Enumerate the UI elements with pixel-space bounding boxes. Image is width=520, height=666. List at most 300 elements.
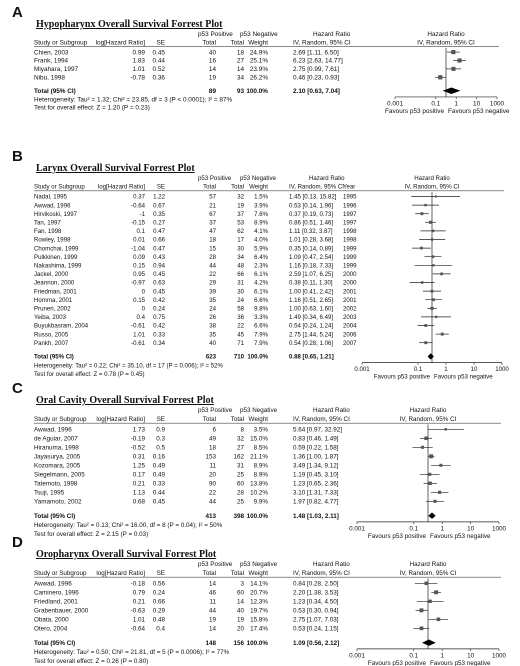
x-tick-label: 0.1 — [409, 525, 419, 533]
row-year: 1996 — [343, 202, 357, 210]
row-weight: 21.1% — [250, 453, 268, 461]
header-hazard-ratio-plot: Hazard Ratio — [427, 31, 465, 38]
header-method: IV, Random, 95% CI — [293, 39, 351, 47]
x-tick-label: 10 — [473, 100, 481, 108]
header-study: Study or Subgroup — [34, 416, 87, 423]
row-se: 1.22 — [153, 193, 165, 201]
row-log-hr: -0.15 — [131, 219, 145, 227]
x-tick-label: 0.001 — [349, 652, 365, 660]
header-log-hr: log[Hazard Ratio] — [97, 183, 145, 191]
row-ci: 1.00 [0.63, 1.60] — [289, 305, 334, 313]
row-total-negative: 71 — [237, 339, 244, 347]
forest-plot-c — [0, 380, 520, 540]
favours-left-label: Favours p53 positive — [385, 107, 444, 115]
header-hazard-ratio: Hazard Ratio — [313, 407, 350, 414]
row-study: Rowley, 1998 — [34, 236, 71, 244]
row-ci: 0.54 [0.28, 1.06] — [289, 339, 334, 347]
pooled-diamond — [428, 513, 435, 519]
x-tick-label: 10 — [470, 366, 478, 374]
row-weight: 10.2% — [250, 489, 268, 497]
row-se: 0.36 — [152, 74, 165, 82]
x-tick-label: 10 — [467, 525, 475, 533]
row-se: 0.27 — [153, 219, 165, 227]
header-total-negative: Total — [230, 416, 244, 423]
row-year: 2002 — [343, 305, 357, 313]
row-year: 1998 — [343, 228, 357, 236]
row-se: 0.75 — [153, 314, 165, 322]
row-se: 0.24 — [153, 305, 165, 313]
row-ci: 0.53 [0.24, 1.15] — [293, 625, 339, 633]
row-total-negative: 27 — [236, 57, 244, 65]
header-total-negative: Total — [230, 39, 244, 47]
row-se: 0.45 — [153, 288, 165, 296]
row-weight: 6.6% — [254, 296, 268, 304]
row-study: Tatemoto, 1998 — [34, 480, 78, 488]
study-marker — [424, 341, 427, 344]
row-total-positive: 44 — [209, 262, 216, 270]
total-negative: 156 — [233, 639, 244, 647]
row-weight: 8.9% — [253, 471, 268, 479]
total-label: Total (95% CI) — [34, 512, 76, 520]
row-study: Friedman, 2001 — [34, 288, 77, 296]
row-total-negative: 8 — [240, 426, 244, 434]
row-se: 0.52 — [152, 66, 165, 74]
row-log-hr: 1.13 — [132, 489, 145, 497]
row-ci: 0.53 [0.30, 0.94] — [293, 607, 339, 615]
header-log-hr: log[Hazard Ratio] — [96, 416, 145, 423]
header-hazard-ratio: Hazard Ratio — [313, 31, 351, 38]
row-total-positive: 46 — [208, 589, 216, 597]
row-se: 0.49 — [152, 462, 165, 470]
row-ci: 1.09 [0.47, 2.54] — [289, 253, 334, 261]
total-label: Total (95% CI) — [34, 353, 74, 361]
row-log-hr: -0.78 — [130, 74, 145, 82]
row-total-positive: 11 — [209, 598, 216, 606]
row-se: 0.4 — [156, 625, 165, 633]
total-positive: 413 — [205, 512, 216, 520]
study-marker — [428, 473, 431, 476]
study-marker — [421, 446, 424, 449]
forest-plot-a — [0, 4, 520, 154]
row-total-negative: 32 — [237, 193, 244, 201]
header-p53-negative: p53 Negative — [240, 407, 278, 414]
favours-right-label: Favours p53 negative — [448, 107, 510, 115]
row-total-negative: 58 — [237, 305, 244, 313]
row-total-positive: 38 — [209, 322, 216, 330]
row-weight: 26.2% — [249, 74, 268, 82]
row-study: Nibu, 1998 — [34, 74, 65, 82]
row-ci: 1.16 [0.51, 2.65] — [289, 296, 334, 304]
study-marker — [437, 618, 441, 622]
panel-label: C — [12, 380, 23, 397]
row-weight: 7.9% — [254, 331, 268, 339]
row-ci: 2.59 [1.07, 6.25] — [289, 271, 334, 279]
row-study: Fan, 1998 — [34, 228, 62, 236]
header-weight: Weight — [248, 416, 268, 423]
row-se: 0.63 — [153, 279, 165, 287]
row-weight: 6.1% — [254, 288, 268, 296]
row-total-positive: 44 — [208, 607, 216, 615]
row-total-positive: 47 — [209, 228, 216, 236]
row-log-hr: 0.99 — [132, 49, 145, 57]
row-weight: 5.9% — [254, 245, 268, 253]
favours-left-label: Favours p53 positive — [373, 373, 430, 381]
total-positive: 148 — [205, 639, 216, 647]
study-marker — [420, 626, 424, 630]
header-total-positive: Total — [202, 39, 216, 47]
panel-title: Larynx Overall Survival Forrest Plot — [36, 163, 195, 174]
row-se: 0.45 — [153, 271, 165, 279]
row-year: 1997 — [343, 210, 357, 218]
header-se: SE — [156, 570, 165, 577]
header-study: Study or Subgroup — [34, 39, 88, 47]
study-marker — [420, 608, 424, 612]
header-total-positive: Total — [203, 183, 216, 191]
row-total-negative: 30 — [237, 245, 244, 253]
row-study: Hirvikoski, 1997 — [34, 210, 78, 218]
row-year: 2003 — [343, 314, 357, 322]
row-weight: 8.9% — [254, 219, 268, 227]
row-total-positive: 16 — [208, 57, 216, 65]
header-p53-positive: p53 Positive — [198, 407, 233, 414]
overall-effect-text: Test for overall effect: Z = 2.15 (P = 0.03) — [34, 530, 149, 538]
row-study: Chien, 2003 — [34, 49, 69, 57]
overall-effect-text: Test for overall effect: Z = 1.20 (P = 0.23) — [34, 104, 150, 112]
study-marker — [439, 464, 442, 467]
x-tick-label: 1 — [440, 525, 444, 533]
row-study: Tsuji, 1995 — [34, 489, 65, 497]
row-weight: 23.9% — [249, 66, 268, 74]
row-se: 0.94 — [153, 262, 165, 270]
row-ci: 0.84 [0.28, 2.50] — [293, 580, 339, 588]
header-se: SE — [156, 416, 165, 423]
row-year: 1999 — [343, 262, 357, 270]
study-marker — [440, 273, 443, 276]
row-ci: 0.46 [0.23, 0.93] — [293, 74, 340, 82]
heterogeneity-text: Heterogeneity: Tau² = 1.32; Chi² = 23.85, df = 3 (P < 0.0001); I² = 87% — [34, 96, 233, 104]
row-study: Russo, 2005 — [34, 331, 69, 339]
header-p53-positive: p53 Positive — [198, 561, 233, 568]
total-label: Total (95% CI) — [34, 639, 76, 647]
x-tick-label: 0.001 — [387, 100, 403, 108]
row-total-positive: 14 — [208, 66, 216, 74]
row-total-negative: 14 — [236, 66, 244, 74]
row-weight: 3.5% — [253, 426, 268, 434]
row-log-hr: -0.61 — [131, 339, 145, 347]
total-positive: 89 — [208, 87, 216, 95]
row-total-positive: 21 — [209, 202, 216, 210]
panel-title: Oral Cavity Overall Survival Forrest Plot — [36, 395, 214, 406]
row-weight: 3.3% — [254, 314, 268, 322]
row-se: 0.29 — [152, 607, 165, 615]
study-marker — [434, 590, 438, 594]
row-se: 0.67 — [153, 202, 165, 210]
x-tick-label: 1 — [454, 100, 458, 108]
row-log-hr: 0.15 — [133, 262, 145, 270]
row-ci: 0.86 [0.51, 1.46] — [289, 219, 334, 227]
study-marker — [451, 50, 455, 54]
row-total-positive: 18 — [209, 236, 216, 244]
row-total-positive: 20 — [208, 471, 216, 479]
header-weight: Weight — [248, 39, 268, 47]
row-total-positive: 11 — [209, 462, 216, 470]
row-log-hr: 1.01 — [132, 616, 145, 624]
row-total-positive: 35 — [209, 296, 216, 304]
study-marker — [433, 500, 436, 503]
row-total-positive: 14 — [208, 625, 216, 633]
row-total-positive: 22 — [208, 489, 216, 497]
row-se: 0.44 — [152, 57, 165, 65]
row-total-positive: 44 — [208, 498, 216, 506]
row-study: Pulkkinen, 1999 — [34, 253, 78, 261]
row-total-negative: 37 — [237, 210, 244, 218]
row-weight: 15.0% — [250, 435, 268, 443]
row-study: Buyukbasram, 2004 — [34, 322, 89, 330]
row-weight: 15.8% — [250, 616, 268, 624]
row-study: Homma, 2001 — [34, 296, 73, 304]
row-weight: 25.1% — [249, 57, 268, 65]
favours-left-label: Favours p53 positive — [367, 532, 426, 540]
row-study: Chomchai, 1999 — [34, 245, 79, 253]
row-weight: 2.3% — [254, 262, 268, 270]
row-weight: 6.4% — [254, 253, 268, 261]
total-negative: 710 — [233, 353, 244, 361]
row-se: 0.43 — [153, 253, 165, 261]
header-p53-negative: p53 Negative — [240, 561, 278, 568]
row-total-negative: 3 — [240, 580, 244, 588]
study-marker — [431, 238, 434, 241]
row-total-negative: 25 — [236, 498, 244, 506]
row-ci: 1.23 [0.65, 2.36] — [293, 480, 339, 488]
row-ci: 1.97 [0.82, 4.77] — [293, 498, 339, 506]
row-ci: 1.45 [0.13, 15.82] — [289, 193, 337, 201]
favours-right-label: Favours p53 negative — [430, 659, 491, 666]
study-marker — [432, 264, 434, 266]
x-tick-label: 1000 — [495, 366, 509, 374]
row-log-hr: 0.21 — [132, 598, 145, 606]
favours-left-label: Favours p53 positive — [367, 659, 426, 666]
row-weight: 1.5% — [254, 193, 268, 201]
row-weight: 24.9% — [249, 49, 268, 57]
row-study: Kozomara, 2005 — [34, 462, 81, 470]
header-log-hr: log[Hazard Ratio] — [96, 570, 145, 577]
row-se: 0.66 — [152, 598, 165, 606]
total-weight: 100.0% — [246, 639, 268, 647]
row-year: 2006 — [343, 331, 357, 339]
row-year: 2004 — [343, 322, 357, 330]
row-ci: 2.75 [1.44, 5.24] — [289, 331, 334, 339]
favours-right-label: Favours p53 negative — [434, 373, 493, 381]
study-marker — [429, 454, 433, 458]
study-marker — [445, 428, 447, 430]
row-weight: 20.7% — [250, 589, 268, 597]
row-study: Pankh, 2007 — [34, 339, 69, 347]
header-se: SE — [156, 39, 165, 47]
row-year: 1997 — [343, 219, 357, 227]
header-hazard-ratio: Hazard Ratio — [313, 561, 350, 568]
row-study: Frank, 1994 — [34, 57, 69, 65]
row-study: Caminero, 1996 — [34, 589, 79, 597]
heterogeneity-text: Heterogeneity: Tau² = 0.22; Chi² = 35.10, df = 17 (P = 0.006); I² = 52% — [34, 362, 223, 370]
row-log-hr: -0.61 — [131, 322, 145, 330]
row-se: 0.42 — [153, 322, 165, 330]
study-marker — [441, 333, 444, 336]
study-marker — [420, 247, 423, 250]
row-study: Awwad, 1996 — [34, 580, 72, 588]
row-weight: 4.2% — [254, 279, 268, 287]
row-log-hr: -0.19 — [130, 435, 145, 443]
row-year: 2001 — [343, 296, 357, 304]
row-total-negative: 27 — [236, 444, 244, 452]
row-log-hr: 1.01 — [133, 331, 145, 339]
row-total-positive: 15 — [209, 245, 216, 253]
x-tick-label: 0.001 — [354, 366, 370, 374]
total-ci: 1.48 [1.03, 2.11] — [293, 512, 339, 520]
pooled-diamond — [422, 640, 436, 646]
row-log-hr: -1.04 — [131, 245, 145, 253]
header-hazard-ratio-plot: Hazard Ratio — [409, 407, 447, 414]
row-total-positive: 35 — [209, 331, 216, 339]
header-method-plot: IV, Random, 95% CI — [399, 570, 457, 577]
row-weight: 8.9% — [253, 462, 268, 470]
row-weight: 19.7% — [250, 607, 268, 615]
header-method: IV, Random, 95% CI — [293, 570, 350, 577]
row-total-negative: 60 — [236, 589, 244, 597]
x-tick-label: 1 — [440, 652, 444, 660]
study-marker — [435, 195, 437, 197]
header-hazard-ratio-plot: Hazard Ratio — [414, 175, 450, 182]
total-weight: 100.0% — [247, 353, 268, 361]
row-ci: 1.01 [0.28, 3.68] — [289, 236, 334, 244]
row-total-positive: 153 — [205, 453, 216, 461]
row-weight: 13.8% — [250, 480, 268, 488]
study-marker — [428, 482, 431, 485]
row-total-negative: 53 — [237, 219, 244, 227]
row-total-negative: 14 — [236, 598, 244, 606]
row-study: Otero, 2004 — [34, 625, 68, 633]
row-weight: 6.1% — [254, 271, 268, 279]
row-ci: 0.53 [0.14, 1.96] — [289, 202, 334, 210]
study-marker — [420, 212, 423, 215]
study-marker — [431, 290, 434, 293]
study-marker — [438, 491, 441, 494]
row-se: 0.44 — [152, 489, 165, 497]
row-ci: 0.37 [0.19, 0.73] — [289, 210, 334, 218]
row-total-negative: 162 — [233, 453, 244, 461]
row-total-negative: 31 — [236, 462, 244, 470]
study-marker — [432, 230, 435, 233]
x-tick-label: 0.001 — [349, 525, 365, 533]
row-log-hr: 1.73 — [132, 426, 145, 434]
row-ci: 1.49 [0.34, 6.49] — [289, 314, 334, 322]
row-total-positive: 26 — [209, 314, 216, 322]
row-weight: 8.5% — [253, 444, 268, 452]
row-se: 0.56 — [152, 580, 165, 588]
row-total-negative: 19 — [237, 202, 244, 210]
row-ci: 5.64 [0.97, 32.92] — [293, 426, 343, 434]
panel-label: B — [12, 148, 23, 165]
row-log-hr: 0.95 — [133, 271, 145, 279]
x-tick-label: 1000 — [491, 652, 507, 660]
row-year: 1999 — [343, 253, 357, 261]
row-study: Grabenbauer, 2000 — [34, 607, 89, 615]
row-weight: 3.9% — [254, 202, 268, 210]
row-se: 0.48 — [152, 616, 165, 624]
row-weight: 17.4% — [250, 625, 268, 633]
row-total-negative: 34 — [236, 74, 244, 82]
header-p53-positive: p53 Positive — [198, 31, 233, 38]
row-total-positive: 28 — [209, 253, 216, 261]
row-total-negative: 19 — [236, 616, 244, 624]
study-marker — [432, 298, 435, 301]
row-ci: 0.83 [0.46, 1.49] — [293, 435, 339, 443]
row-log-hr: 0 — [141, 305, 145, 313]
row-log-hr: 0.1 — [136, 228, 145, 236]
study-marker — [457, 58, 461, 62]
row-total-positive: 40 — [209, 339, 216, 347]
row-log-hr: 0.09 — [133, 253, 145, 261]
row-study: Yeiba, 2003 — [34, 314, 66, 322]
row-total-negative: 60 — [236, 480, 244, 488]
row-year: 2007 — [343, 339, 357, 347]
row-log-hr: -0.52 — [130, 444, 145, 452]
x-tick-label: 0.1 — [409, 652, 419, 660]
row-log-hr: -0.63 — [130, 607, 145, 615]
row-log-hr: 1.01 — [132, 66, 145, 74]
row-total-positive: 39 — [209, 288, 216, 296]
header-year: Year — [343, 183, 356, 191]
row-total-negative: 18 — [236, 49, 244, 57]
row-se: 0.34 — [153, 339, 165, 347]
row-log-hr: 0.15 — [133, 296, 145, 304]
panel-label: D — [12, 534, 23, 551]
row-log-hr: 0 — [141, 288, 145, 296]
row-study: Friedland, 2001 — [34, 598, 78, 606]
row-se: 0.35 — [153, 210, 165, 218]
row-total-negative: 62 — [237, 228, 244, 236]
x-tick-label: 1 — [444, 366, 448, 374]
overall-effect-text: Test for overall effect: Z = 0.26 (P = 0.80) — [34, 657, 149, 665]
row-se: 0.47 — [153, 245, 165, 253]
row-log-hr: 0.37 — [133, 193, 145, 201]
row-study: Awwad, 1996 — [34, 426, 72, 434]
study-marker — [438, 75, 442, 79]
total-negative: 93 — [236, 87, 244, 95]
row-total-positive: 18 — [208, 444, 216, 452]
row-se: 0.45 — [152, 498, 165, 506]
study-marker — [424, 204, 426, 206]
row-weight: 7.6% — [254, 210, 268, 218]
total-ci: 1.09 [0.56, 2.12] — [293, 639, 340, 647]
row-log-hr: 0.31 — [132, 453, 145, 461]
pooled-diamond — [443, 88, 461, 94]
row-se: 0.5 — [156, 444, 165, 452]
row-ci: 1.23 [0.34, 4.50] — [293, 598, 339, 606]
row-total-negative: 36 — [237, 314, 244, 322]
row-weight: 14.1% — [250, 580, 268, 588]
row-total-negative: 45 — [237, 331, 244, 339]
row-ci: 3.49 [1.34, 9.12] — [293, 462, 339, 470]
row-year: 1999 — [343, 245, 357, 253]
total-positive: 623 — [205, 353, 216, 361]
favours-right-label: Favours p53 negative — [430, 532, 491, 540]
row-weight: 12.3% — [250, 598, 268, 606]
row-total-positive: 67 — [209, 210, 216, 218]
row-se: 0.24 — [152, 589, 165, 597]
row-total-negative: 24 — [237, 296, 244, 304]
row-log-hr: -0.64 — [131, 202, 145, 210]
row-total-positive: 29 — [209, 279, 216, 287]
